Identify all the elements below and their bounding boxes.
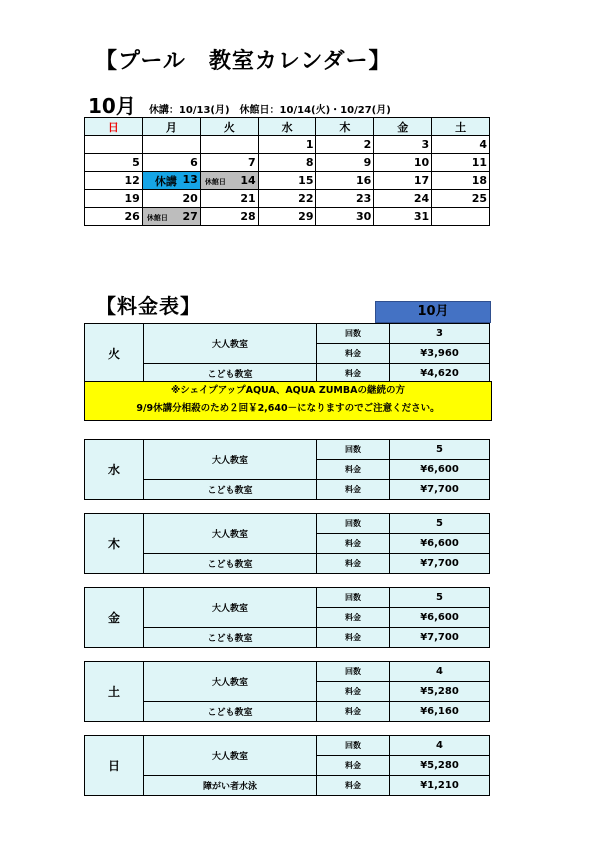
count-label: 回数 — [317, 514, 390, 534]
count-label: 回数 — [317, 736, 390, 756]
adult-class-label: 大人教室 — [144, 440, 317, 480]
child-class-label: こども教室 — [144, 554, 317, 574]
day-cell: 26 — [85, 208, 143, 226]
week-row — [85, 172, 490, 190]
day-cell-closed-facility — [142, 208, 200, 226]
day-cell: 17 — [374, 172, 432, 190]
day-cell: 4 — [432, 136, 490, 154]
day-cell: 24 — [374, 190, 432, 208]
child-fee-value: ¥4,620 — [390, 364, 490, 384]
day-cell: 21 — [200, 190, 258, 208]
fee-block-tue — [84, 323, 490, 384]
calendar-table — [84, 117, 490, 226]
week-row — [85, 136, 490, 154]
closed-facility-tag: 休館日 — [146, 214, 168, 222]
day-cell: 1 — [258, 136, 316, 154]
adult-fee-value: ¥5,280 — [390, 682, 490, 702]
day-cell: 12 — [85, 172, 143, 190]
adult-fee-value: ¥5,280 — [390, 756, 490, 776]
fee-block-sun — [84, 735, 490, 796]
day-cell — [432, 208, 490, 226]
day-cell: 20 — [142, 190, 200, 208]
child-fee-value: ¥7,700 — [390, 628, 490, 648]
day-cell: 22 — [258, 190, 316, 208]
day-cell: 29 — [258, 208, 316, 226]
day-cell: 10 — [374, 154, 432, 172]
count-label: 回数 — [317, 662, 390, 682]
count-value: 5 — [390, 588, 490, 608]
day-number: 13 — [182, 172, 198, 186]
child-fee-value: ¥7,700 — [390, 554, 490, 574]
child-class-label: こども教室 — [144, 628, 317, 648]
adult-fee-value: ¥6,600 — [390, 608, 490, 628]
day-cell: 18 — [432, 172, 490, 190]
child-fee-value: ¥7,700 — [390, 480, 490, 500]
fee-label: 料金 — [317, 628, 390, 648]
day-number: 14 — [240, 174, 256, 187]
fee-label: 料金 — [317, 682, 390, 702]
fee-title: 【料金表】 — [96, 294, 201, 318]
weekday-sat: 土 — [432, 118, 490, 136]
adult-fee-value: ¥3,960 — [390, 344, 490, 364]
count-value: 4 — [390, 736, 490, 756]
fee-label: 料金 — [317, 608, 390, 628]
notice-banner — [84, 381, 492, 421]
day-cell: 11 — [432, 154, 490, 172]
fee-day: 土 — [85, 662, 144, 722]
fee-label: 料金 — [317, 364, 390, 384]
closed-lesson-tag: 休講 — [154, 174, 177, 188]
day-cell: 28 — [200, 208, 258, 226]
fee-label: 料金 — [317, 702, 390, 722]
day-cell: 9 — [316, 154, 374, 172]
day-cell: 30 — [316, 208, 374, 226]
weekday-thu: 木 — [316, 118, 374, 136]
day-cell: 6 — [142, 154, 200, 172]
day-cell: 23 — [316, 190, 374, 208]
adult-fee-value: ¥6,600 — [390, 534, 490, 554]
day-cell: 2 — [316, 136, 374, 154]
week-row — [85, 190, 490, 208]
disabled-swim-fee-value: ¥1,210 — [390, 776, 490, 796]
child-class-label: こども教室 — [144, 702, 317, 722]
closed-facility-tag: 休館日 — [204, 178, 226, 186]
fee-label: 料金 — [317, 480, 390, 500]
calendar-month: 10月 — [88, 94, 136, 118]
day-cell — [85, 136, 143, 154]
notice-line: ※シェイプアップAQUA、AQUA ZUMBAの継続の方 — [171, 385, 405, 396]
adult-fee-value: ¥6,600 — [390, 460, 490, 480]
count-label: 回数 — [317, 440, 390, 460]
day-cell: 7 — [200, 154, 258, 172]
day-cell-closed-lesson — [142, 172, 200, 190]
count-label: 回数 — [317, 588, 390, 608]
day-cell-closed-facility — [200, 172, 258, 190]
fee-label: 料金 — [317, 756, 390, 776]
fee-day: 水 — [85, 440, 144, 500]
weekday-mon: 月 — [142, 118, 200, 136]
fee-day: 火 — [85, 324, 144, 384]
adult-class-label: 大人教室 — [144, 662, 317, 702]
child-class-label: こども教室 — [144, 364, 317, 384]
fee-block-thu — [84, 513, 490, 574]
count-value: 3 — [390, 324, 490, 344]
count-label: 回数 — [317, 324, 390, 344]
fee-label: 料金 — [317, 344, 390, 364]
fee-day: 日 — [85, 736, 144, 796]
fee-label: 料金 — [317, 776, 390, 796]
count-value: 5 — [390, 440, 490, 460]
day-cell: 15 — [258, 172, 316, 190]
fee-block-wed — [84, 439, 490, 500]
fee-day: 木 — [85, 514, 144, 574]
weekday-wed: 水 — [258, 118, 316, 136]
day-number: 27 — [182, 210, 198, 223]
day-cell: 16 — [316, 172, 374, 190]
week-row — [85, 208, 490, 226]
calendar-note: 休講：10/13(月) 休館日：10/14(火)・10/27(月) — [148, 105, 391, 116]
day-cell — [200, 136, 258, 154]
day-cell: 31 — [374, 208, 432, 226]
week-row — [85, 154, 490, 172]
fee-label: 料金 — [317, 554, 390, 574]
weekday-fri: 金 — [374, 118, 432, 136]
day-cell — [142, 136, 200, 154]
day-cell: 19 — [85, 190, 143, 208]
fee-label: 料金 — [317, 460, 390, 480]
fee-label: 料金 — [317, 534, 390, 554]
fee-block-fri — [84, 587, 490, 648]
child-class-label: こども教室 — [144, 480, 317, 500]
notice-line: 9/9休講分相殺のため２回￥2,640－になりますのでご注意ください。 — [136, 403, 440, 414]
child-fee-value: ¥6,160 — [390, 702, 490, 722]
fee-block-sat — [84, 661, 490, 722]
count-value: 5 — [390, 514, 490, 534]
day-cell: 25 — [432, 190, 490, 208]
weekday-sun: 日 — [85, 118, 143, 136]
page-title: 【プール 教室カレンダー】 — [95, 49, 392, 74]
adult-class-label: 大人教室 — [144, 736, 317, 776]
adult-class-label: 大人教室 — [144, 514, 317, 554]
day-cell: 8 — [258, 154, 316, 172]
day-cell: 5 — [85, 154, 143, 172]
weekday-tue: 火 — [200, 118, 258, 136]
weekday-row — [85, 118, 490, 136]
count-value: 4 — [390, 662, 490, 682]
day-cell: 3 — [374, 136, 432, 154]
calendar-header — [88, 90, 391, 119]
fee-month-header: 10月 — [375, 301, 491, 323]
disabled-swim-label: 障がい者水泳 — [144, 776, 317, 796]
fee-day: 金 — [85, 588, 144, 648]
adult-class-label: 大人教室 — [144, 324, 317, 364]
adult-class-label: 大人教室 — [144, 588, 317, 628]
